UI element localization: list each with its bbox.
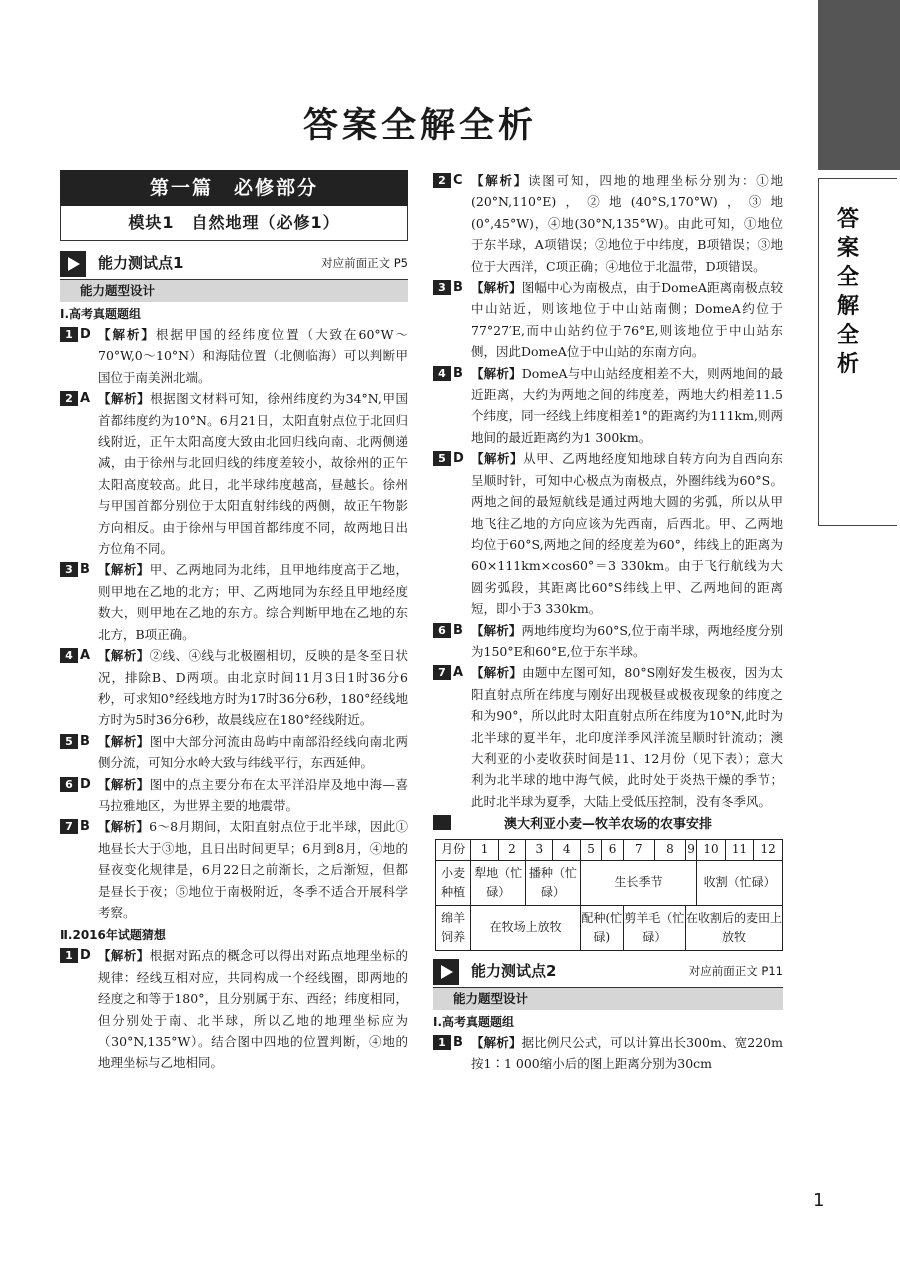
- month-cell: 11: [725, 839, 754, 860]
- answer-item: [60, 559, 408, 645]
- month-cell: 8: [654, 839, 685, 860]
- answer-number: 5: [60, 734, 78, 749]
- answer-choice: A: [453, 665, 464, 681]
- section-title: 能力测试点2: [471, 961, 557, 980]
- analysis-tag: 【解析】: [98, 733, 150, 749]
- month-cell: 9: [686, 839, 697, 860]
- answer-item: [60, 324, 408, 388]
- answer-body: [98, 559, 408, 645]
- answer-body: [98, 645, 408, 731]
- answer-number: [433, 815, 451, 830]
- answer-item: [433, 620, 783, 663]
- answer-item: [60, 388, 408, 559]
- answer-choice: B: [453, 622, 463, 638]
- group-heading: Ⅰ.高考真题题组: [433, 1014, 515, 1029]
- answer-text: 图中的点主要分布在太平洋沿岸及地中海—喜马拉雅地区，为世界主要的地震带。: [98, 776, 408, 813]
- farm-schedule-table: [435, 839, 783, 951]
- analysis-tag: 【解析】: [98, 819, 150, 835]
- answer-item: [433, 662, 783, 812]
- answer-number: 5: [433, 451, 451, 466]
- side-tab-char: 全: [836, 323, 859, 348]
- table-row-label: 小麦种植: [436, 860, 471, 905]
- answer-number: 6: [433, 623, 451, 638]
- table-cell: 生长季节: [580, 860, 696, 905]
- answer-choice: D: [453, 451, 464, 467]
- answer-body: [98, 731, 408, 774]
- answer-choice: B: [80, 819, 90, 835]
- table-cell: 播种（忙碌）: [526, 860, 581, 905]
- right-column: [433, 170, 783, 1074]
- table-cell: 在收割后的麦田上放牧: [686, 905, 783, 950]
- group-heading: Ⅰ.高考真题题组: [60, 307, 142, 321]
- answer-text: 甲、乙两地同为北纬，且甲地纬度高于乙地，则甲地在乙地的北方；甲、乙两地同为东经且甲地经度数大，则甲地在乙地的东方。综合判断甲地在乙地的东北方，B项正确。: [98, 562, 408, 642]
- answer-body: [98, 816, 408, 923]
- answer-text: 图中大部分河流由岛屿中南部沿经线向南北两侧分流，可知分水岭大致与纬线平行，东西延伸。: [98, 733, 408, 771]
- answer-text: DomeA与中山站经度相差不大，则两地间的最近距离，大约为两地之间的纬度差，两地大约相差11.5个纬度，同一经线上纬度相差1°的距离约为111km,则两地间的最近距离约为1 300km。: [471, 365, 783, 445]
- analysis-tag: 【解析】: [98, 562, 150, 578]
- answer-choice: C: [453, 173, 463, 188]
- answer-text: 6～8月期间，太阳直射点位于北半球，因此①地昼长大于③地，且日出时间更早；6月到8月，④地的昼夜变化规律是，6月22日之前渐长，之后渐短，但都是昼长于夜；⑤地位于南极附近，冬季不适合开展科学考察。: [98, 819, 408, 920]
- subsection-bar: 能力题型设计: [433, 988, 783, 1010]
- analysis-tag: 【解析】: [471, 451, 524, 467]
- month-cell: 3: [526, 839, 553, 860]
- side-tab-label: [824, 205, 872, 379]
- answer-number: 1: [433, 1035, 451, 1050]
- section-page-ref: 对应前面正文 P11: [688, 963, 783, 978]
- answer-text: 图幅中心为南极点，由于DomeA距离南极点较中山站近，则该地位于中山站南侧；DomeA约位于77°27′E,而中山站约位于76°E,则该地位于中山站东侧，因此DomeA位于中山站的东南方向。: [471, 280, 783, 360]
- month-cell: 10: [697, 839, 726, 860]
- answer-number: 3: [60, 562, 78, 577]
- month-cell: 7: [623, 839, 654, 860]
- module-heading: 模块1 自然地理（必修1）: [60, 206, 408, 241]
- answer-body: [471, 1032, 783, 1075]
- table-row-label: 月份: [436, 839, 471, 860]
- analysis-tag: 【解析】: [471, 365, 522, 381]
- side-tab-char: 析: [836, 352, 859, 377]
- part-heading: 第一篇 必修部分: [60, 170, 408, 206]
- analysis-tag: 【解析】: [98, 648, 150, 664]
- side-tab-char: 全: [836, 265, 859, 290]
- analysis-tag: 【解析】: [471, 1034, 522, 1050]
- answer-body: [471, 662, 783, 812]
- month-cell: 4: [553, 839, 580, 860]
- answer-number: 4: [60, 648, 78, 663]
- answer-item: [60, 731, 408, 774]
- analysis-tag: 【解析】: [471, 173, 529, 188]
- answer-choice: D: [80, 327, 91, 342]
- answer-number: 3: [433, 280, 451, 295]
- answer-item: [60, 945, 408, 1073]
- table-title: 澳大利亚小麦—牧羊农场的农事安排: [503, 817, 712, 833]
- analysis-tag: 【解析】: [471, 665, 523, 681]
- play-arrow-icon: [433, 959, 459, 985]
- answer-number: 2: [60, 391, 78, 406]
- answer-body: [471, 620, 783, 663]
- group-heading: Ⅱ.2016年试题猜想: [60, 928, 166, 943]
- answer-choice: B: [453, 365, 463, 381]
- answer-text: 根据图文材料可知，徐州纬度约为34°N,甲国首都纬度约为10°N。6月21日，太阳直射点位于北回归线附近，正午太阳高度大致由北回归线向南、北两侧递减，由于徐州与北回归线的纬度差较小，故徐州的正午太阳高度较高。此日，北半球纬度越高，昼越长。徐州与甲国首都分别位于太阳直射纬线的两侧，故正午物影方向相反。由于徐州与甲国首都纬度不同，故两地日出方位角不同。: [98, 391, 408, 557]
- table-cell: 在牧场上放牧: [471, 905, 581, 950]
- answer-body: [471, 363, 783, 449]
- answer-text: 从甲、乙两地经度知地球自转方向为自西向东呈顺时针，可知中心极点为南极点，外圈纬线为60°S。两地之间的最短航线是通过两地大圆的劣弧，所以从甲地飞往乙地的方向应该为先西南，后西北。甲、乙两地均位于60°S,两地之间的经度差为60°，纬线上的距离为60×111km×cos60°＝3 330km。由于飞行航线为大圆劣弧段，其距离比60°S纬线上甲、乙两地间的距离短，即小于3 330km。: [471, 451, 783, 617]
- answer-number: 7: [60, 819, 78, 834]
- month-cell: 6: [602, 839, 623, 860]
- section-header: [433, 957, 783, 988]
- answer-text: 由题中左图可知，80°S刚好发生极夜，因为太阳直射点所在纬度与刚好出现极昼或极夜现象的纬度之和为90°，所以此时太阳直射点所在纬度为10°N,此时为北半球的夏半年，北印度洋季风洋流呈顺时针流动；澳大利亚的小麦收获时间是11、12月份（见下表）；意大利为北半球的地中海气候，此时处于炎热干燥的季节；此时北半球为夏季，大陆上受低压控制，没有冬季风。: [471, 665, 783, 809]
- page-number: 1: [813, 1190, 825, 1211]
- answer-number: 7: [433, 665, 451, 680]
- month-cell: 1: [471, 839, 498, 860]
- section-title: 能力测试点1: [98, 254, 184, 273]
- answer-body: [471, 170, 783, 277]
- table-cell: 剪羊毛（忙碌）: [623, 905, 685, 950]
- answer-text: 根据对跖点的概念可以得出对跖点地理坐标的规律：经线互相对应，共同构成一个经线圈，即两地的经度之和等于180°，且分别属于东、西经；纬度相同，但分别处于南、北半球，所以乙地的地理坐标应为（30°N,135°W）。结合图中四地的位置判断，④地的地理坐标与乙地相同。: [98, 948, 408, 1071]
- answer-item: [60, 645, 408, 731]
- answer-choice: A: [80, 648, 91, 664]
- side-tab-char: 答: [836, 207, 859, 232]
- answer-item: [433, 448, 783, 619]
- answer-text: 读图可知，四地的地理坐标分别为：①地(20°N,110°E)，②地(40°S,170°W)，③地(0°,45°W)，④地(30°N,135°W)。由此可知，①地位于东半球，A项错误；②地位于中纬度，B项错误；③地位于大西洋，C项正确；④地位于北温带，D项错误。: [471, 173, 783, 274]
- section-header: [60, 249, 408, 280]
- answer-choice: B: [80, 733, 90, 749]
- answer-item: [60, 816, 408, 923]
- answer-body: [98, 774, 408, 817]
- answer-number: 6: [60, 777, 78, 792]
- answer-body: [98, 945, 408, 1073]
- page-title: 答案全解全析: [302, 106, 537, 146]
- answer-item: [433, 1032, 783, 1075]
- answer-text: 根据甲国的经纬度位置（大致在60°W～70°W,0～10°N）和海陆位置（北侧临海）可以判断甲国位于南美洲北端。: [98, 327, 408, 385]
- table-cell: 犁地（忙碌）: [471, 860, 526, 905]
- subsection-bar: 能力题型设计: [60, 280, 408, 302]
- section-page-ref: 对应前面正文 P5: [321, 256, 408, 271]
- analysis-tag: 【解析】: [98, 776, 150, 792]
- month-cell: 2: [498, 839, 525, 860]
- side-tab-char: 解: [836, 294, 859, 319]
- table-row: [436, 860, 783, 905]
- play-arrow-icon: [60, 251, 86, 277]
- answer-choice: A: [80, 391, 91, 407]
- answer-body: [471, 277, 783, 363]
- answer-number: 4: [433, 366, 451, 381]
- answer-body: [98, 388, 408, 559]
- answer-choice: B: [453, 280, 463, 296]
- table-row: [436, 839, 783, 860]
- answer-text: 两地纬度均为60°S,位于南半球，两地经度分别为150°E和60°E,位于东半球。: [471, 622, 783, 659]
- answer-item: [433, 170, 783, 277]
- answer-body: [471, 448, 783, 619]
- answer-item: [433, 363, 783, 449]
- analysis-tag: 【解析】: [471, 280, 522, 296]
- table-cell: 收割（忙碌）: [697, 860, 783, 905]
- table-cell: 配种(忙碌): [580, 905, 623, 950]
- analysis-tag: 【解析】: [98, 327, 156, 342]
- month-cell: 12: [754, 839, 783, 860]
- answer-number: 2: [433, 173, 451, 188]
- answer-item: [60, 774, 408, 817]
- side-tab-char: 案: [836, 236, 859, 261]
- analysis-tag: 【解析】: [98, 391, 151, 407]
- answer-number: 1: [60, 948, 78, 963]
- answer-number: 1: [60, 327, 78, 342]
- analysis-tag: 【解析】: [98, 948, 150, 964]
- answer-choice: B: [80, 562, 90, 578]
- left-column: [60, 170, 408, 1074]
- answer-item: [433, 277, 783, 363]
- analysis-tag: 【解析】: [471, 622, 522, 638]
- answer-choice: B: [453, 1034, 463, 1050]
- answer-choice: D: [80, 948, 91, 964]
- answer-body: [98, 324, 408, 388]
- table-row: [436, 905, 783, 950]
- table-row-label: 绵羊饲养: [436, 905, 471, 950]
- answer-choice: D: [80, 776, 91, 792]
- month-cell: 5: [580, 839, 601, 860]
- answer-text: 据比例尺公式，可以计算出长300m、宽220m按1∶1 000缩小后的图上距离分别为30cm: [471, 1034, 783, 1071]
- answer-text: ②线、④线与北极圈相切，反映的是冬至日状况，排除B、D两项。由北京时间11月3日1时36分6秒，可求知0°经线地方时为17时36分6秒，180°经线地方时为5时36分6秒，故晨线应在180°经线附近。: [98, 648, 408, 728]
